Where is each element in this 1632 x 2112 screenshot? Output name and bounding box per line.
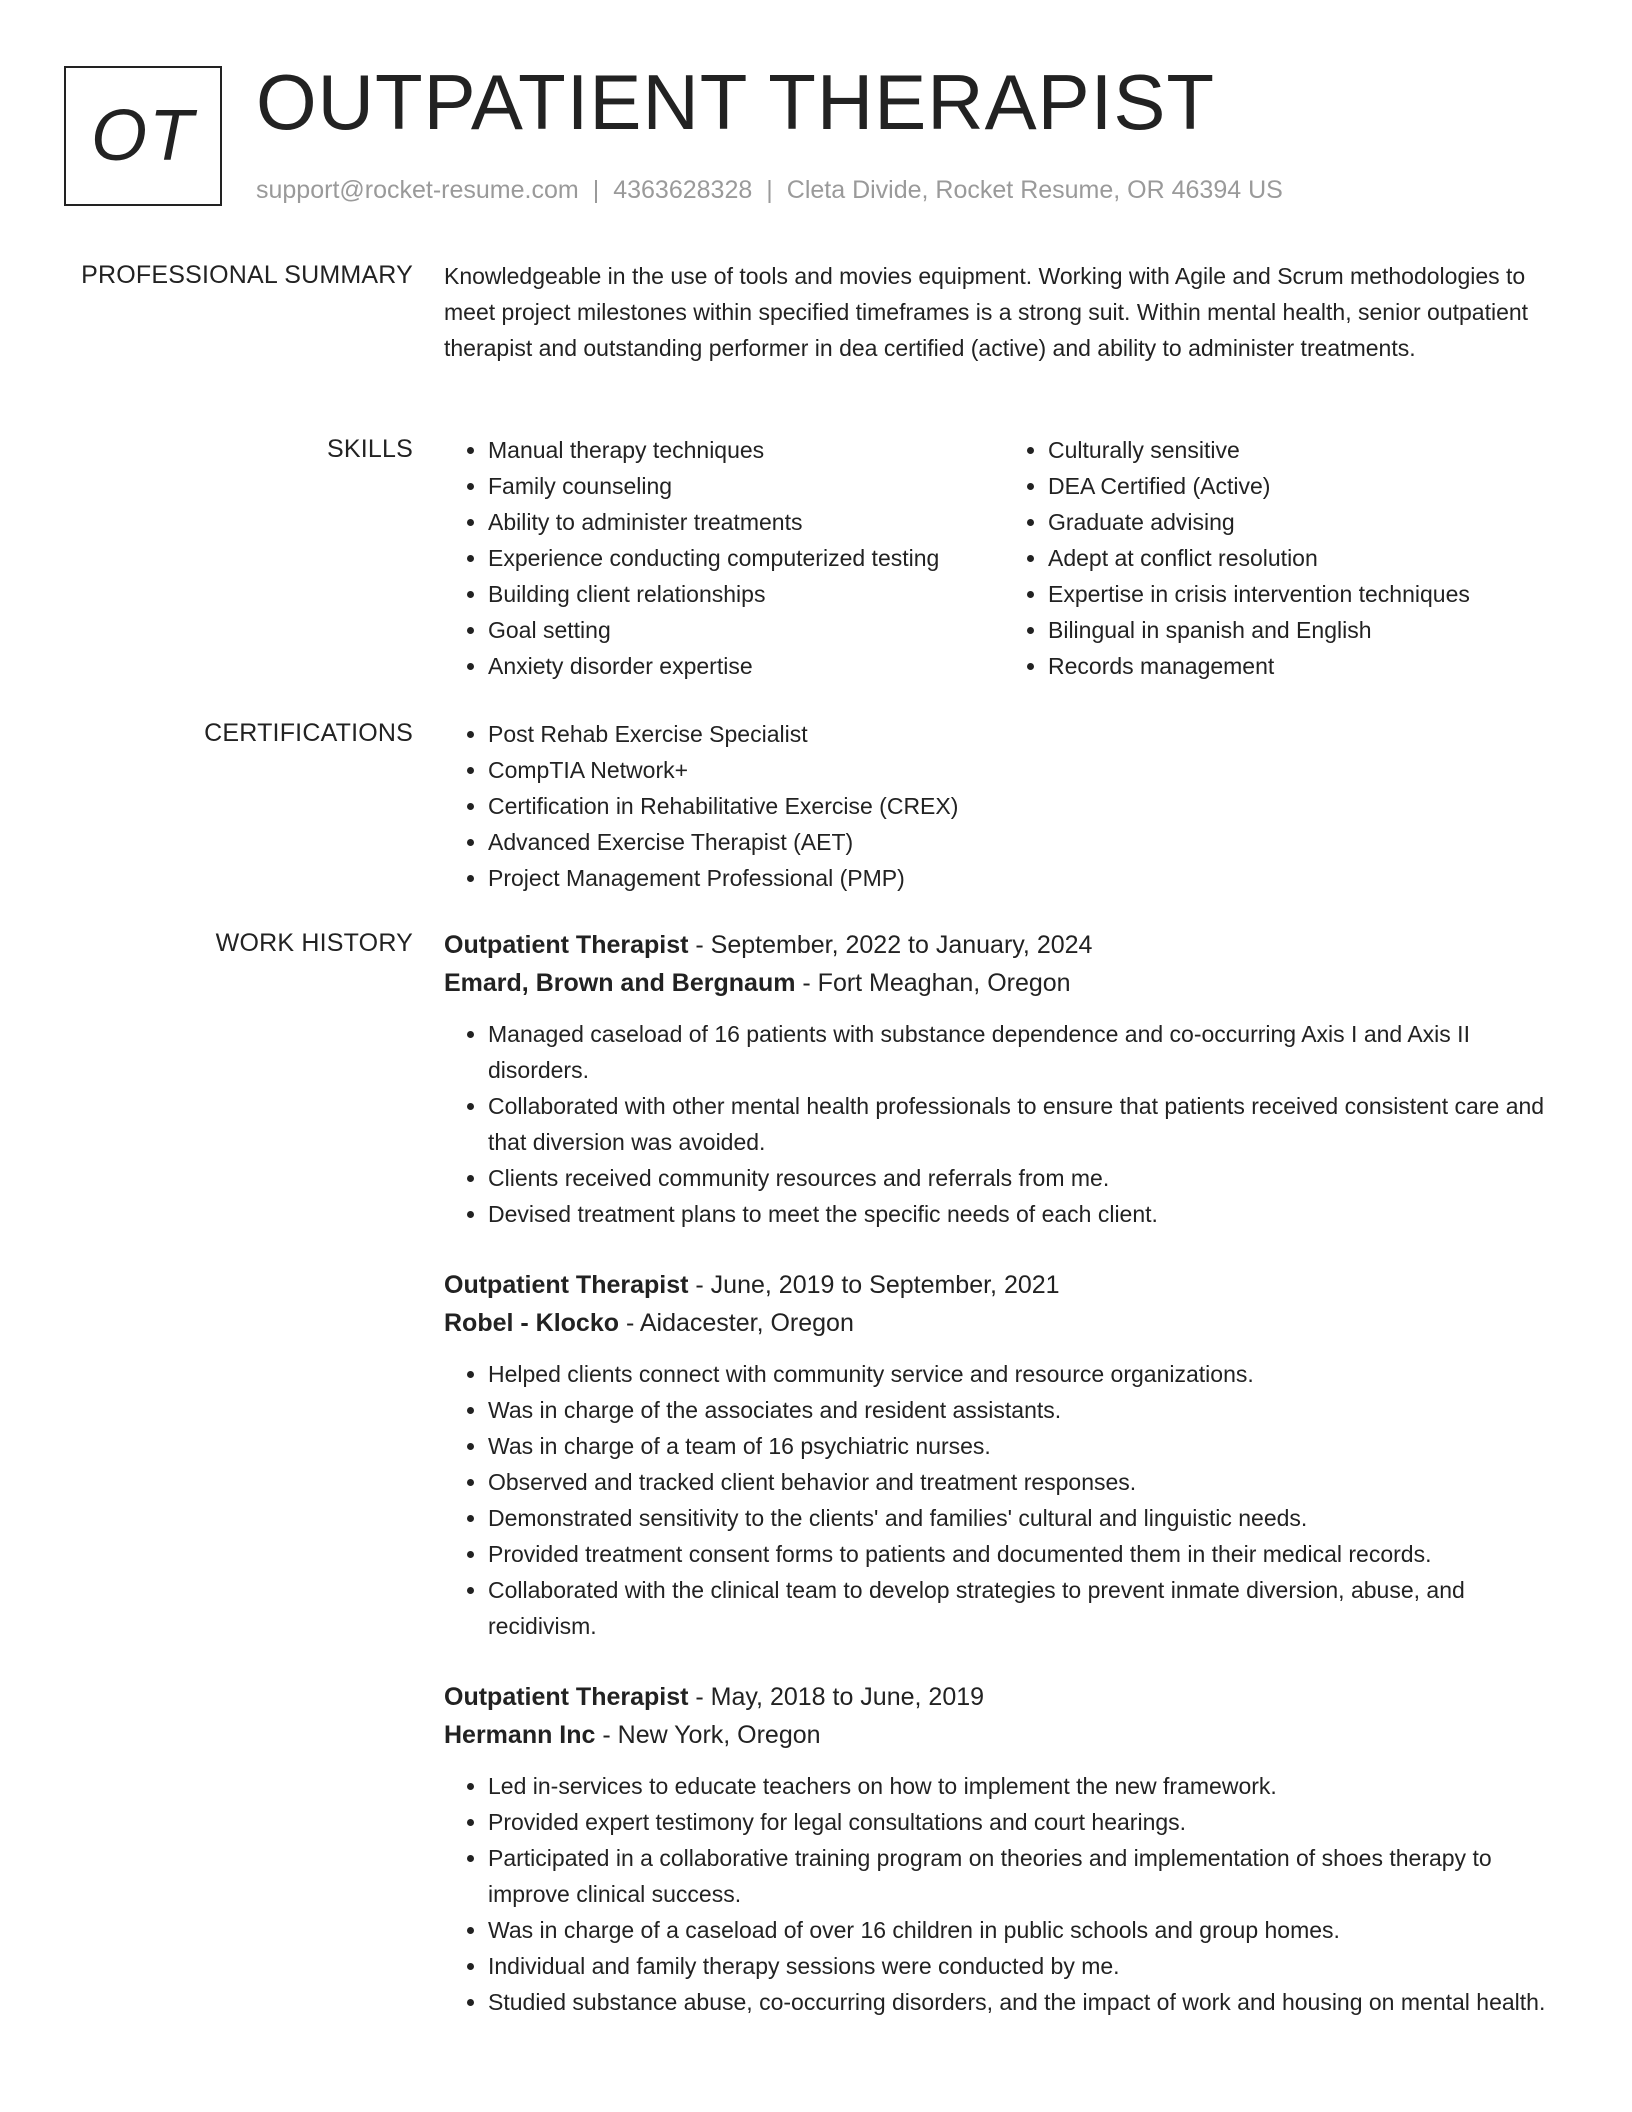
summary-text: Knowledgeable in the use of tools and movies equipment. Working with Agile and Scrum methodologies to meet project milestones within specified timeframes is a strong suit. Within mental health, senior outpatient therapist and outstanding performer in dea certified (active) and ability to administer treatments. <box>444 263 1529 361</box>
job-title-line <box>444 1678 1564 1716</box>
job-dates: - June, 2019 to September, 2021 <box>688 1271 1060 1299</box>
job-bullet: • Studied substance abuse, co-occurring disorders, and the impact of work and housing on mental health. <box>488 1984 1564 2020</box>
job-bullet: • Devised treatment plans to meet the specific needs of each client. <box>488 1196 1564 1232</box>
skills-list-right <box>1004 432 1564 684</box>
skill-item: • Culturally sensitive <box>1048 432 1564 468</box>
contact-phone: 4363628328 <box>613 176 753 204</box>
job-bullet: • Clients received community resources and referrals from me. <box>488 1160 1564 1196</box>
job-bullet: • Observed and tracked client behavior and treatment responses. <box>488 1464 1564 1500</box>
job-company: Robel - Klocko <box>444 1309 620 1337</box>
skill-item: • Anxiety disorder expertise <box>488 648 1004 684</box>
job-bullets <box>444 1016 1564 1232</box>
contact-address: Cleta Divide, Rocket Resume, OR 46394 US <box>786 176 1283 204</box>
job-title-line <box>444 926 1564 964</box>
skills-list-left <box>444 432 1004 684</box>
skills-label: SKILLS <box>327 435 413 463</box>
job-dates: - May, 2018 to June, 2019 <box>688 1683 985 1711</box>
contact-separator: | <box>592 176 600 204</box>
job-bullet: • Was in charge of the associates and resident assistants. <box>488 1392 1564 1428</box>
certifications-list <box>444 716 1564 896</box>
contact-separator: | <box>766 176 773 204</box>
skill-item: • Experience conducting computerized testing <box>488 540 1004 576</box>
resume-title: OUTPATIENT THERAPIST <box>256 58 1216 146</box>
certification-item: • Advanced Exercise Therapist (AET) <box>488 824 1564 860</box>
skill-item: • Goal setting <box>488 612 1004 648</box>
job-bullet: • Collaborated with other mental health professionals to ensure that patients received consistent care and that diversion was avoided. <box>488 1088 1564 1160</box>
job-bullet: • Provided expert testimony for legal consultations and court hearings. <box>488 1804 1564 1840</box>
job-bullets <box>444 1356 1564 1644</box>
job-company-line <box>444 964 1564 1002</box>
certification-item: • Certification in Rehabilitative Exercise (CREX) <box>488 788 1564 824</box>
contact-email: support@rocket-resume.com <box>256 176 579 204</box>
job-bullet: • Was in charge of a team of 16 psychiatric nurses. <box>488 1428 1564 1464</box>
job-dates: - September, 2022 to January, 2024 <box>688 931 1093 959</box>
certification-item: • Post Rehab Exercise Specialist <box>488 716 1564 752</box>
job-bullet: • Led in-services to educate teachers on how to implement the new framework. <box>488 1768 1564 1804</box>
skill-item: • Ability to administer treatments <box>488 504 1004 540</box>
job-bullet: • Participated in a collaborative training program on theories and implementation of shoes therapy to improve clinical success. <box>488 1840 1564 1912</box>
skill-item: • Building client relationships <box>488 576 1004 612</box>
job-entry <box>444 1266 1564 1644</box>
job-bullets <box>444 1768 1564 2020</box>
skill-item: • Manual therapy techniques <box>488 432 1004 468</box>
skill-item: • DEA Certified (Active) <box>1048 468 1564 504</box>
job-company: Hermann Inc <box>444 1721 596 1749</box>
monogram-text: OT <box>91 96 195 176</box>
summary-label: PROFESSIONAL SUMMARY <box>81 261 413 289</box>
skill-item: • Graduate advising <box>1048 504 1564 540</box>
job-title: Outpatient Therapist <box>444 1683 689 1711</box>
work-history-label: WORK HISTORY <box>215 929 413 957</box>
skill-item: • Bilingual in spanish and English <box>1048 612 1564 648</box>
monogram-badge <box>64 66 222 206</box>
certifications-label: CERTIFICATIONS <box>204 719 413 747</box>
skill-item: • Family counseling <box>488 468 1004 504</box>
job-bullet: • Collaborated with the clinical team to develop strategies to prevent inmate diversion, abuse, and recidivism. <box>488 1572 1564 1644</box>
job-title-line <box>444 1266 1564 1304</box>
job-title: Outpatient Therapist <box>444 1271 689 1299</box>
job-bullet: • Helped clients connect with community service and resource organizations. <box>488 1356 1564 1392</box>
job-location: - Aidacester, Oregon <box>619 1309 854 1337</box>
job-bullet: • Managed caseload of 16 patients with substance dependence and co-occurring Axis I and Axis II disorders. <box>488 1016 1564 1088</box>
job-bullet: • Provided treatment consent forms to patients and documented them in their medical records. <box>488 1536 1564 1572</box>
job-location: - New York, Oregon <box>595 1721 821 1749</box>
job-bullet: • Was in charge of a caseload of over 16 children in public schools and group homes. <box>488 1912 1564 1948</box>
job-bullet: • Demonstrated sensitivity to the clients' and families' cultural and linguistic needs. <box>488 1500 1564 1536</box>
job-entry <box>444 926 1564 1232</box>
job-location: - Fort Meaghan, Oregon <box>795 969 1071 997</box>
job-company-line <box>444 1304 1564 1342</box>
contact-line <box>256 174 1283 206</box>
job-company-line <box>444 1716 1564 1754</box>
certification-item: • Project Management Professional (PMP) <box>488 860 1564 896</box>
job-bullet: • Individual and family therapy sessions were conducted by me. <box>488 1948 1564 1984</box>
job-company: Emard, Brown and Bergnaum <box>444 969 796 997</box>
skill-item: • Adept at conflict resolution <box>1048 540 1564 576</box>
skill-item: • Records management <box>1048 648 1564 684</box>
certification-item: • CompTIA Network+ <box>488 752 1564 788</box>
skill-item: • Expertise in crisis intervention techniques <box>1048 576 1564 612</box>
job-entry <box>444 1678 1564 2020</box>
job-title: Outpatient Therapist <box>444 931 689 959</box>
